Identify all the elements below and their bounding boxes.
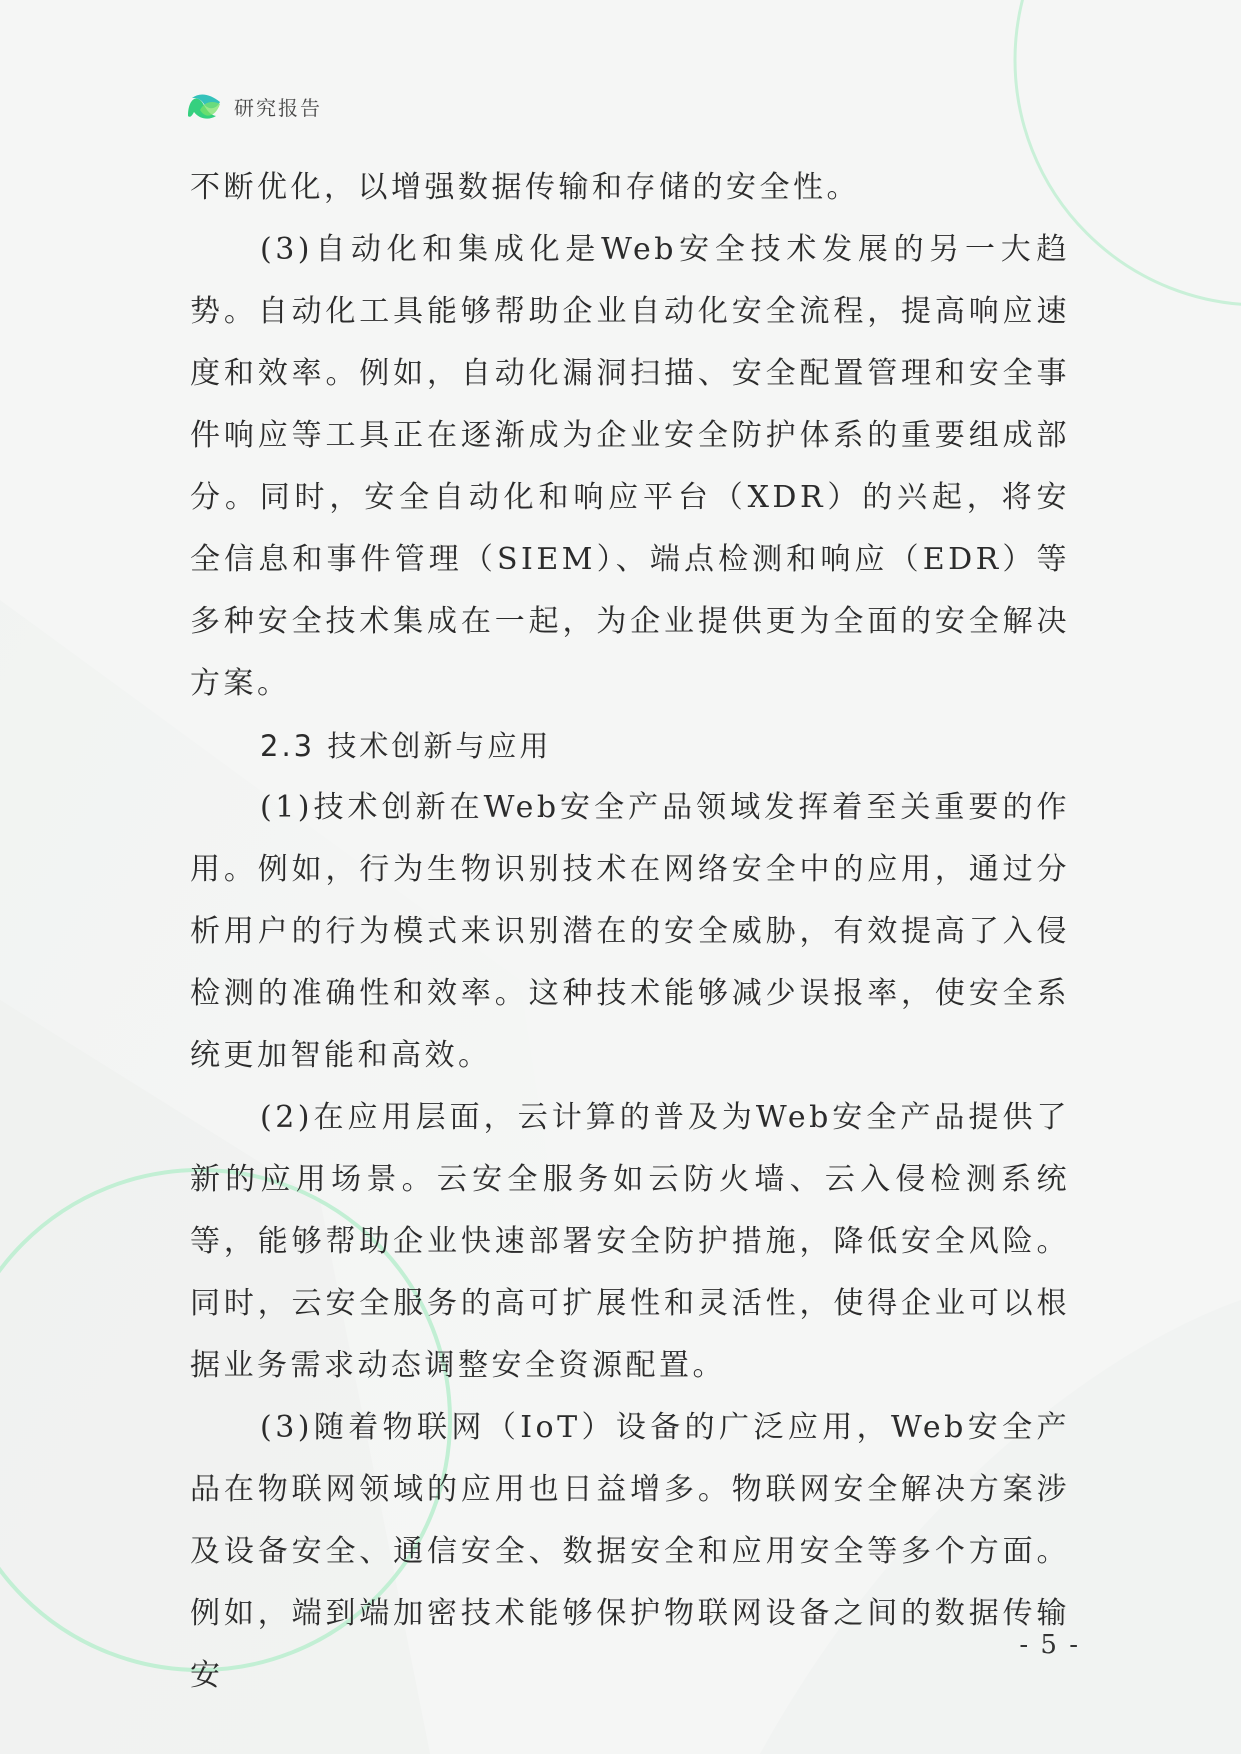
paragraph-cloud: (2)在应用层面，云计算的普及为Web安全产品提供了新的应用场景。云安全服务如云防火墙、云入侵检测系统等，能够帮助企业快速部署安全防护措施，降低安全风险。同时，云安全服务的高可扩展性和灵活性，使得企业可以根据业务需求动态调整安全资源配置。 [190,1100,1070,1383]
paragraph-automation: (3)自动化和集成化是Web安全技术发展的另一大趋势。自动化工具能够帮助企业自动化安全流程，提高响应速度和效率。例如，自动化漏洞扫描、安全配置管理和安全事件响应等工具正在逐渐成为企业安全防护体系的重要组成部分。同时，安全自动化和响应平台（XDR）的兴起，将安全信息和事件管理（SIEM）、端点检测和响应（EDR）等多种安全技术集成在一起，为企业提供更为全面的安全解决方案。 [190,232,1070,701]
document-body [190,157,1070,1707]
paragraph-innovation: (1)技术创新在Web安全产品领域发挥着至关重要的作用。例如，行为生物识别技术在网络安全中的应用，通过分析用户的行为模式来识别潜在的安全威胁，有效提高了入侵检测的准确性和效率。这种技术能够减少误报率，使安全系统更加智能和高效。 [190,790,1070,1073]
report-logo-icon [186,90,222,122]
page-number: - 5 - [1019,1630,1080,1660]
paragraph-continuation: 不断优化，以增强数据传输和存储的安全性。 [190,170,860,205]
section-heading: 2.3 技术创新与应用 [260,729,552,763]
paragraph-iot: (3)随着物联网（IoT）设备的广泛应用，Web安全产品在物联网领域的应用也日益增多。物联网安全解决方案涉及设备安全、通信安全、数据安全和应用安全等多个方面。例如，端到端加密技术能够保护物联网设备之间的数据传输安 [190,1410,1070,1693]
header-title: 研究报告 [234,95,322,120]
page-header [186,88,322,124]
